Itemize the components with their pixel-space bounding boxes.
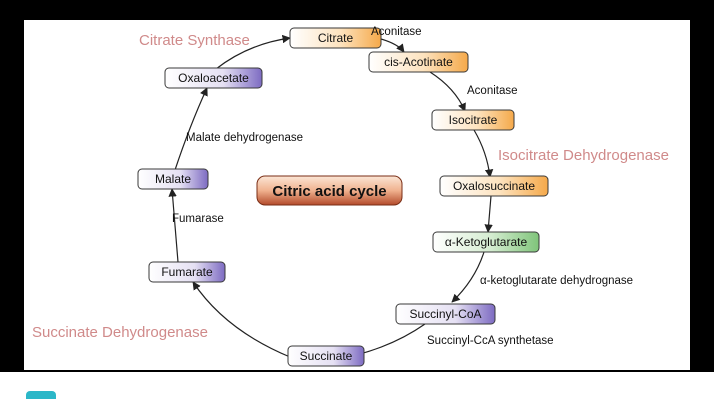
enzyme-fumarase: Fumarase: [172, 213, 224, 225]
node-alpha-ketoglutarate: [433, 232, 539, 252]
enzyme-malate-dehydrogenase: Malate dehydrogenase: [186, 132, 303, 144]
arrow-fumarate-to-malate: [172, 189, 178, 262]
svg-text:Fumarate: Fumarate: [161, 265, 213, 279]
enzyme-akg-dehydrogenase: α-ketoglutarate dehydrognase: [480, 275, 634, 287]
svg-text:Oxaloacetate: Oxaloacetate: [178, 71, 249, 85]
svg-text:Malate: Malate: [154, 172, 192, 186]
svg-text:Oxalosuccinate: Oxalosuccinate: [452, 179, 536, 193]
svg-text:cis-Acotinate: cis-Acotinate: [384, 55, 453, 69]
arrow-oxalosuccinate-to-ketoglutarate: [488, 196, 491, 232]
center-label-box: [257, 176, 402, 205]
arrow-citrate-to-cis-aconitate: [381, 39, 404, 52]
arrow-malate-to-oxaloacetate: [175, 88, 207, 170]
node-malate: [138, 169, 208, 189]
node-succinyl-coa: [396, 304, 495, 324]
svg-text:Isocitrate: Isocitrate: [448, 113, 498, 127]
svg-text:Succinyl-CoA: Succinyl-CoA: [409, 307, 482, 321]
svg-text:Succinate: Succinate: [299, 349, 353, 363]
enzyme-succinate-dehydrogenase: Succinate Dehydrogenase: [32, 324, 208, 341]
node-isocitrate: [432, 110, 514, 130]
node-succinate: [288, 346, 364, 366]
node-fumarate: [149, 262, 225, 282]
center-label: Citric acid cycle: [272, 183, 387, 200]
node-oxaloacetate: [165, 68, 262, 88]
node-cis-aconitate: [369, 52, 468, 72]
svg-text:α-Ketoglutarate: α-Ketoglutarate: [444, 235, 528, 249]
enzyme-aconitase-2: Aconitase: [467, 85, 518, 97]
node-oxalosuccinate: [440, 176, 548, 196]
arrow-succinyl-coa-to-succinate: [356, 324, 425, 355]
node-citrate: [290, 28, 381, 48]
enzyme-aconitase-1: Aconitase: [371, 26, 422, 38]
enzyme-citrate-synthase: Citrate Synthase: [139, 32, 250, 49]
arrow-cis-aconitate-to-isocitrate: [430, 72, 465, 111]
arrow-isocitrate-to-oxalosuccinate: [474, 130, 490, 177]
svg-text:Citrate: Citrate: [317, 31, 354, 45]
arrow-succinate-to-fumarate: [193, 282, 290, 357]
enzyme-succinyl-coa-synthetase: Succinyl-CcA synthetase: [427, 335, 554, 347]
enzyme-isocitrate-dehydrogenase: Isocitrate Dehydrogenase: [498, 147, 669, 164]
